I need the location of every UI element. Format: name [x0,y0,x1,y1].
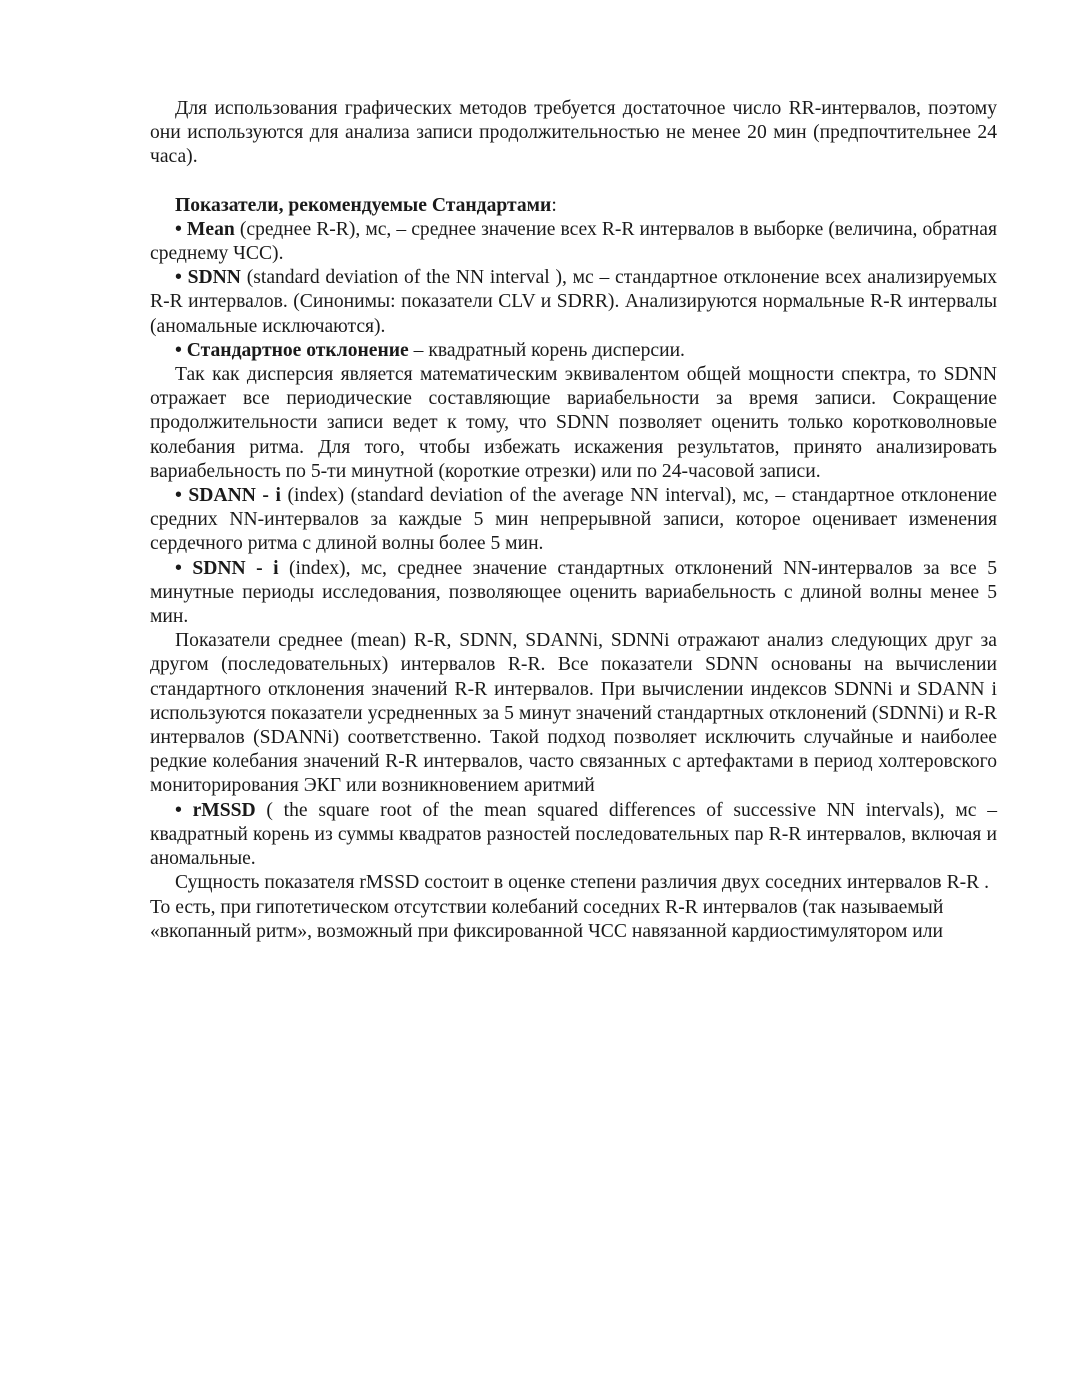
paragraph-text: Так как дисперсия является математическим эквивалентом общей мощности спектра, то SDNN отражает все периодические составляющие вариабельности за время записи. Сокращение продолжительности записи ведет к тому, что SDNN позволяет оценить только коротковолновые колебания ритма. Для того, чтобы избежать искажения результатов, принято анализировать вариабельность по 5-ти минутной (короткие отрезки) или по 24-часовой записи. [150,364,997,482]
term-std-deviation: • Стандартное отклонение [175,339,409,361]
paragraph-indicators [150,629,997,798]
heading-suffix: : [551,194,557,216]
bullet-sdnn-i [150,557,997,630]
bullet-sdnn [150,266,997,339]
paragraph-dispersion [150,363,997,484]
bullet-std-deviation [150,339,997,363]
heading-text: Показатели, рекомендуемые Стандартами [175,194,552,216]
definition-rmssd: ( the square root of the mean squared differences of successive NN intervals), мс – квадратный корень из суммы квадратов разностей последовательных пар R-R интервалов, включая и аномальные. [150,799,997,870]
bullet-rmssd [150,799,997,872]
bullet-sdann-i [150,484,997,557]
term-sdnn: • SDNN [175,267,241,289]
paragraph-text: Показатели среднее (mean) R-R, SDNN, SDANNi, SDNNi отражают анализ следующих друг за другом (последовательных) интервалов R-R. Все показатели SDNN основаны на вычислении стандартного отклонения значений R-R интервалов. При вычислении индексов SDNNi и SDANN i используются показатели усредненных за 5 минут значений стандартных отклонений (SDNNi) и R-R интервалов (SDANNi) соответственно. Такой подход позволяет исключить случайные и наиболее редкие колебания значений R-R интервалов, часто связанных с артефактами в период холтеровского мониторирования ЭКГ или возникновением аритмий [150,630,997,797]
section-heading [150,194,997,218]
term-sdnn-i: • SDNN - i [175,557,279,579]
paragraph-rmssd-essence [150,871,997,944]
definition-sdnn: (standard deviation of the NN interval ), мс – стандартное отклонение всех анализируемых R-R интервалов. (Синонимы: показатели CLV и SDRR). Анализируются нормальные R-R интервалы (аномальные исключаются). [150,267,997,337]
document-page [150,97,997,944]
bullet-mean [150,218,997,266]
term-rmssd: • rMSSD [175,799,256,821]
paragraph-text: Для использования графических методов требуется достаточное число RR-интервалов, поэтому они используются для анализа записи продолжительностью не менее 20 мин (предпочтительнее 24 часа). [150,98,997,168]
term-sdann-i: • SDANN - i [175,485,281,507]
paragraph-text: Сущность показателя rMSSD состоит в оценке степени различия двух соседних интервалов R-R . То есть, при гипотетическом отсутствии колебаний соседних R-R интервалов (так называемый «вкопанный ритм», возможный при фиксированной ЧСС навязанной кардиостимулятором или [150,872,990,942]
definition-std-deviation: – квадратный корень дисперсии. [408,339,685,361]
definition-sdnn-i: (index), мс, среднее значение стандартных отклонений NN-интервалов за все 5 минутные периоды исследования, позволяющее оценить вариабельность с длиной волны менее 5 мин. [150,557,997,628]
definition-sdann-i: (index) (standard deviation of the average NN interval), мс, – стандартное отклонение средних NN-интервалов за каждые 5 мин непрерывной записи, которое оценивает изменения сердечного ритма с длиной волны более 5 мин. [150,485,997,555]
term-mean: • Mean [175,218,235,240]
definition-mean: (среднее R-R), мс, – среднее значение всех R-R интервалов в выборке (величина, обратная среднему ЧСС). [150,218,997,265]
paragraph-intro [150,97,997,170]
